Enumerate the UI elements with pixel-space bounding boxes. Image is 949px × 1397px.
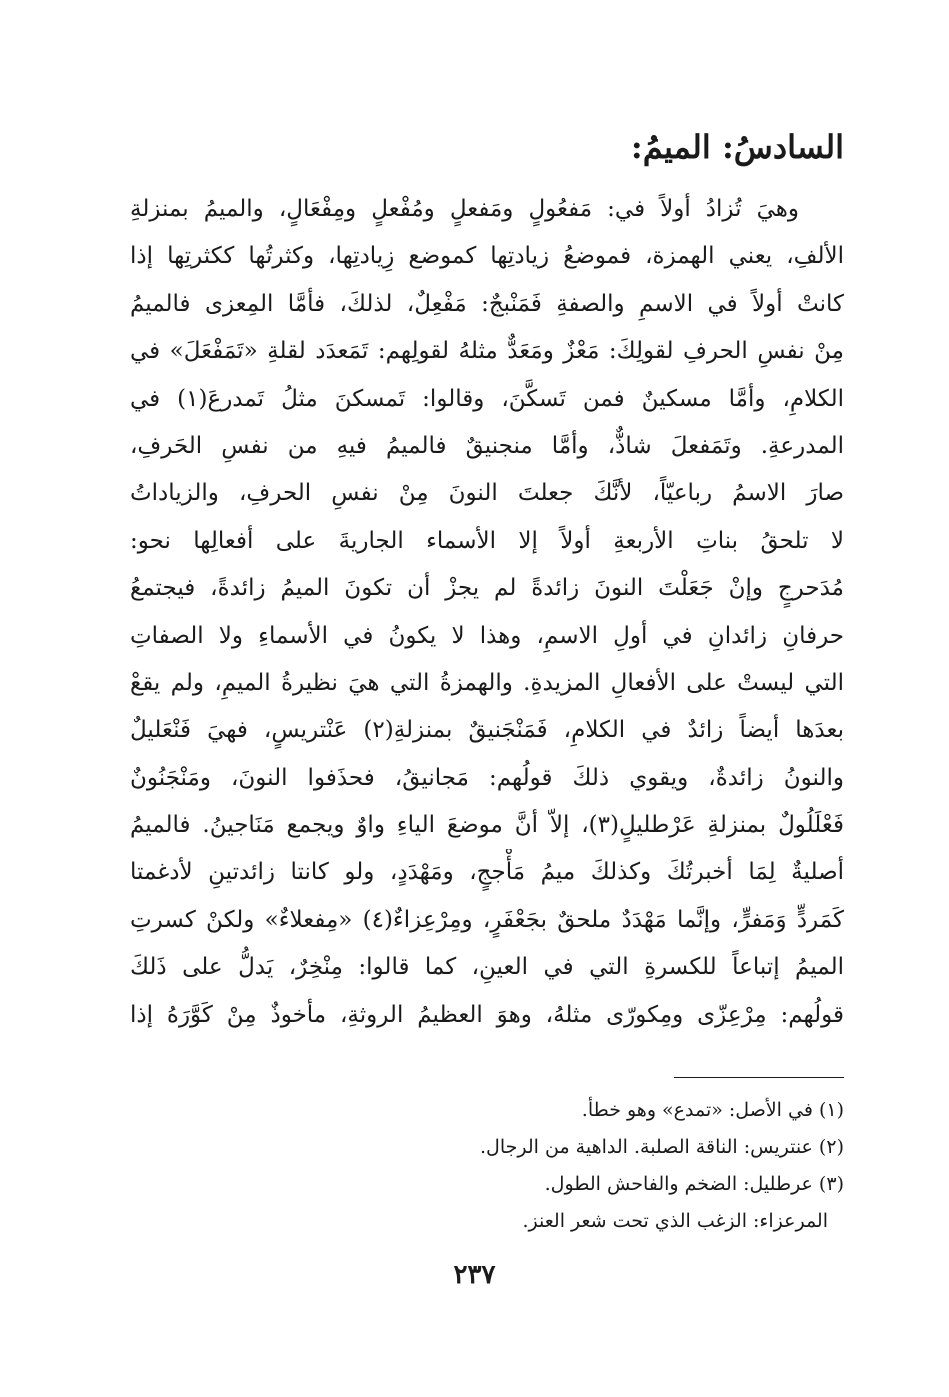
text-line: مِنْ نفسِ الحرفِ لقولِكَ: مَعْزٌ ومَعَدٌّ مثلهُ لقولِهم: تَمَعدَد لقلةِ «تَمَفْعَلَ» في (130, 338, 844, 365)
text-line: الألفِ، يعني الهمزة، فموضعُ زيادتِها كموضع زِيادتِها، وكثرتُها ككثرتِها إذا (130, 243, 844, 270)
text-line: وهيَ تُزادُ أولاً في: مَفعُولٍ ومَفعلٍ ومُفْعلٍ ومِفْعَالٍ، والميمُ بمنزلةِ (130, 196, 799, 222)
text-line: والنونُ زائدةٌ، ويقوي ذلكَ قولُهم: مَجانيقُ، فحذَفوا النونَ، ومَنْجَنُونٌ (130, 764, 844, 791)
text-line: حرفانِ زائدانِ في أولِ الاسمِ، وهذا لا يكونُ في الأسماءِ ولا الصفاتِ (130, 622, 844, 649)
text-line: كانتْ أولاً في الاسمِ والصفةِ فَمَنْبجٌ: مَفْعِلٌ، لذلكَ، فأمَّا المِعزى فالميمُ (130, 290, 844, 317)
text-line: مُدَحرجٍ وإنْ جَعَلْتَ النونَ زائدةً لم يجزْ أن تكونَ الميمُ زائدةً، فيجتمعُ (130, 575, 844, 602)
body-text (130, 186, 844, 1039)
text-line: أصليةٌ لِمَا أخبرتُكَ وكذلكَ ميمُ مَأْججٍ، ومَهْدَدٍ، ولو كانتا زائدتينِ لأدغمتا (130, 859, 844, 886)
page-number: ٢٣٧ (453, 1260, 496, 1290)
text-line: فَعْلَلُولٌ بمنزلةِ عَرْطليلٍ(٣)، إلاّ أنَّ موضعَ الياءِ واوٌ ويجمع مَنَاجينُ. فالميمُ (130, 812, 844, 839)
footnote-3: (٣) عرطليل: الضخم والفاحش الطول. (544, 1173, 844, 1195)
text-line: الكلامِ، وأمَّا مسكينٌ فمن تَسكَّنَ، وقالوا: تَمسكنَ مثلُ تَمدرعَ(١) في (130, 385, 844, 412)
section-heading: السادسُ: الميمُ: (630, 128, 844, 166)
footnote-1: (١) في الأصل: «تمدع» وهو خطأ. (581, 1099, 844, 1121)
text-line: المدرعةِ. وتَمَفعلَ شاذٌّ، وأمَّا منجنيقٌ فالميمُ فيهِ من نفسِ الحَرفِ، (130, 432, 844, 459)
text-line: بعدَها أيضاً زائدٌ في الكلامِ، فَمَنْجَنيقٌ بمنزلةِ(٢) عَنْتريسٍ، فهيَ فَنْعَليلٌ (130, 717, 844, 744)
text-line: صارَ الاسمُ رباعيّاً، لأنَّكَ جعلتَ النونَ مِنْ نفسِ الحرفِ، والزياداتُ (130, 480, 844, 507)
footnote-2: (٢) عنتريس: الناقة الصلبة. الداهية من الرجال. (480, 1136, 844, 1158)
text-line: لا تلحقُ بناتِ الأربعةِ أولاً إلا الأسماء الجاريةَ على أفعالِها نحو: (130, 527, 844, 554)
footnotes (300, 1092, 844, 1240)
text-line: التي ليستْ على الأفعالِ المزيدةِ. والهمزةُ التي هيَ نظيرةُ الميمِ، ولم يقعْ (130, 669, 844, 696)
footnote-divider (674, 1077, 844, 1078)
text-line: الميمُ إتباعاً للكسرةِ التي في العينِ، كما قالوا: مِنْخِرٌ، يَدلُّ على ذَلكَ (130, 954, 844, 981)
text-line: كَمَردٍّ وَمَفرٍّ، وإنَّما مَهْدَدٌ ملحقٌ بجَعْفَرٍ، ومِرْعِزاءٌ(٤) «مِفعلاءٌ» ولكنْ كسرتِ (130, 906, 844, 933)
text-line: قولُهم: مِرْعِزّى ومِكورّى مثلهُ، وهوَ العظيمُ الروثةِ، مأخوذٌ مِنْ كَوَّرَهُ إذا (130, 1001, 844, 1028)
footnote-4: المرعزاء: الزغب الذي تحت شعر العنز. (522, 1210, 828, 1232)
